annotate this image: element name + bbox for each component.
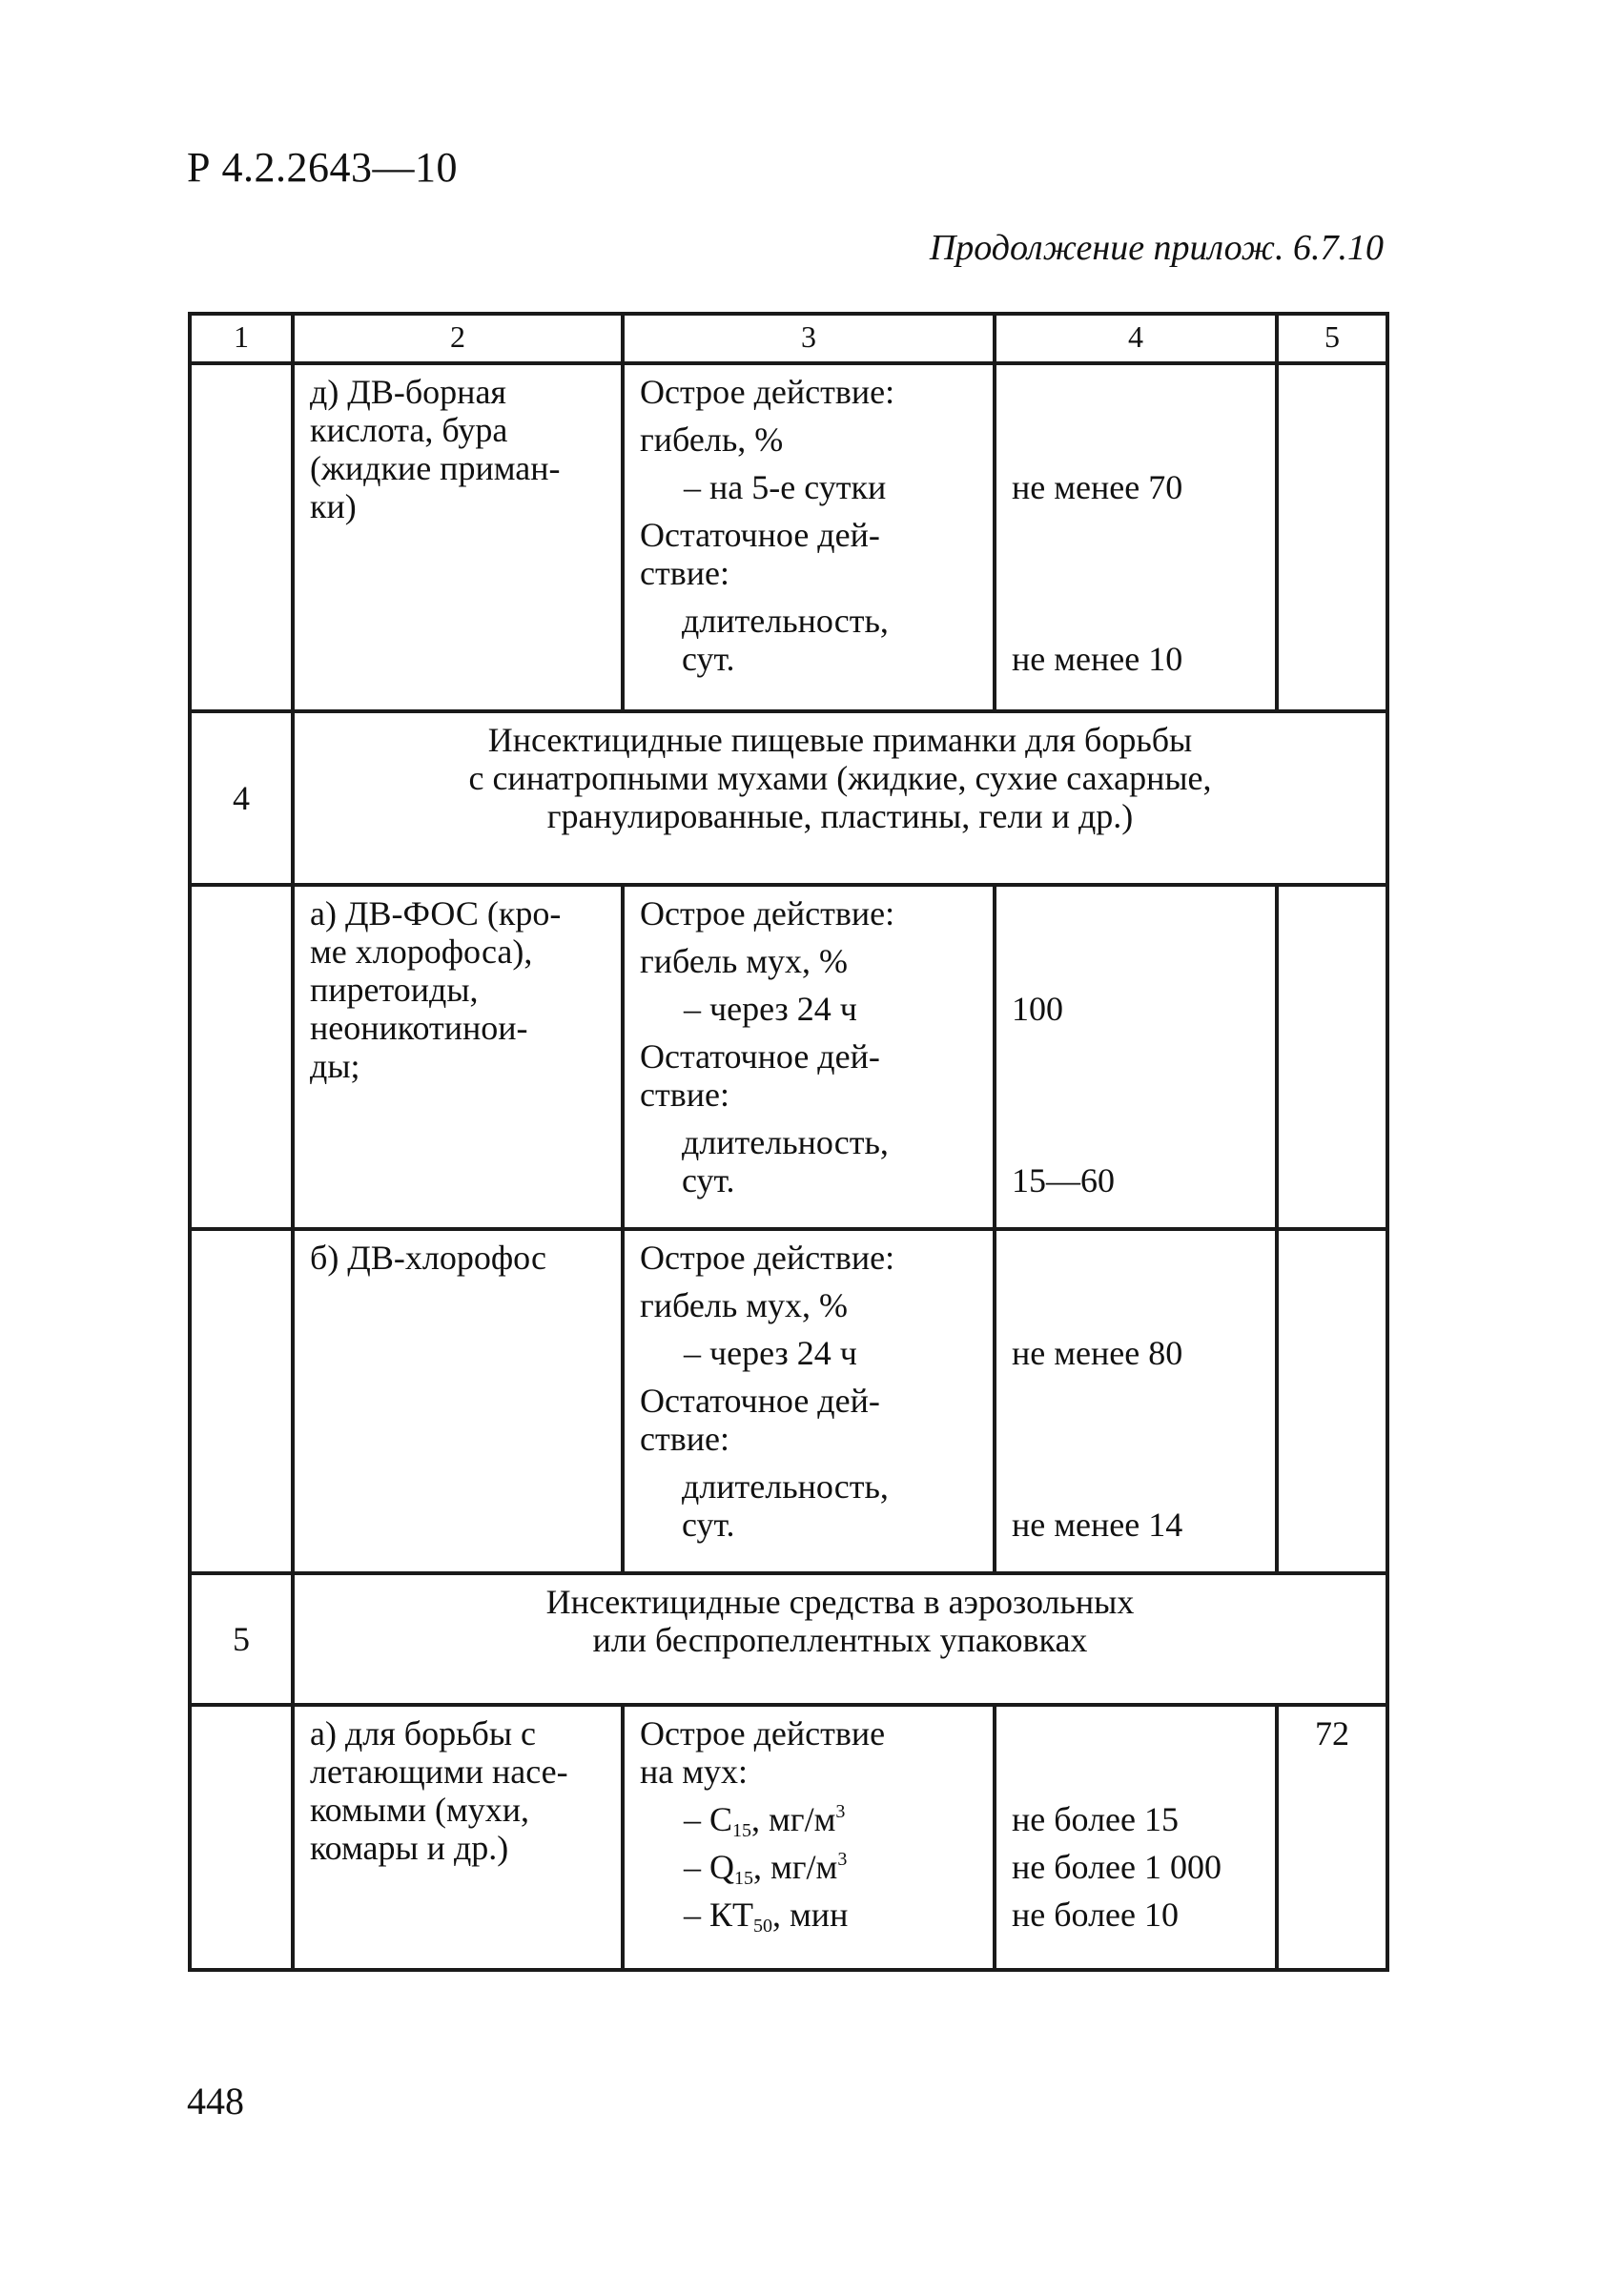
page-number: 448 [187, 2080, 244, 2122]
norm-value: не более 15 [1012, 1800, 1180, 1838]
section-row [190, 711, 1387, 885]
agent-name-line: (жидкие приман- [310, 449, 561, 487]
section-title-line: гранулированные, пластины, гели и др.) [546, 797, 1134, 835]
timepoint-label: – на 5-е сутки [684, 468, 887, 506]
mortality-label: гибель, % [640, 420, 784, 459]
section-title [293, 711, 1387, 885]
section-title-line: Инсектицидные пищевые приманки для борьбы [487, 721, 1193, 759]
norm-cell [995, 363, 1277, 711]
section-row [190, 1573, 1387, 1705]
header-row [190, 314, 1387, 363]
col-header-2: 2 [293, 314, 623, 363]
duration-label: длительность, [682, 1467, 889, 1506]
agent-name-line: д) ДВ-борная [310, 373, 506, 411]
document-code: Р 4.2.2643—10 [187, 144, 458, 191]
acute-label: Острое действие [640, 1714, 886, 1753]
norm-value: 100 [1012, 990, 1063, 1028]
norm-value: не менее 80 [1012, 1334, 1183, 1372]
indicator-cell [623, 1705, 995, 1970]
agent-name-line: летающими насе- [310, 1753, 568, 1791]
metric-q15: – $Q_{15}$, $мг/м^3$ [684, 1848, 848, 1889]
residual-label: ствие: [640, 1420, 729, 1458]
agent-name-line: пиретоиды, [310, 971, 479, 1009]
residual-label: ствие: [640, 1076, 729, 1114]
section-title-line: или беспропеллентных упаковках [592, 1621, 1088, 1659]
col5-cell [1277, 363, 1387, 711]
col5-cell: 72 [1277, 1705, 1387, 1970]
section-number: 4 [190, 711, 293, 885]
norm-value: 15—60 [1012, 1161, 1115, 1199]
residual-label: Остаточное дей- [640, 1382, 880, 1420]
table-row [190, 885, 1387, 1229]
agent-name-line: комары и др.) [310, 1829, 509, 1867]
metric-c15: – $C_{15}$, $мг/м^3$ [684, 1800, 846, 1841]
agent-name-cell [293, 1705, 623, 1970]
norm-value: не более 1 000 [1012, 1848, 1222, 1886]
agent-name-line: ды; [310, 1047, 360, 1085]
agent-name-line: а) для борьбы с [310, 1714, 537, 1753]
mortality-label: гибель мух, % [640, 1286, 849, 1324]
norm-value: не более 10 [1012, 1896, 1180, 1934]
norm-value: не менее 70 [1012, 468, 1183, 506]
timepoint-label: – через 24 ч [684, 1334, 857, 1372]
col-header-5: 5 [1277, 314, 1387, 363]
agent-name-line: кислота, бура [310, 411, 508, 449]
agent-name-line: а) ДВ-ФОС (кро- [310, 894, 562, 933]
norm-cell [995, 1229, 1277, 1573]
norm-cell [995, 1705, 1277, 1970]
mortality-label: гибель мух, % [640, 942, 849, 980]
acute-label: на мух: [640, 1753, 749, 1791]
timepoint-label: – через 24 ч [684, 990, 857, 1028]
agent-name-line: ки) [310, 487, 357, 525]
acute-label: Острое действие: [640, 894, 895, 933]
table-row [190, 1705, 1387, 1970]
agent-name-cell [293, 885, 623, 1229]
residual-label: ствие: [640, 554, 729, 592]
section-title-line: с синатропными мухами (жидкие, сухие сахарные, [468, 759, 1212, 797]
duration-label: сут. [682, 640, 735, 678]
duration-label: длительность, [682, 602, 889, 640]
row-number-cell [190, 1229, 293, 1573]
indicator-cell [623, 885, 995, 1229]
metric-kt50: – $КТ_{50}$, мин [684, 1896, 849, 1937]
requirements-table [188, 312, 1389, 1972]
agent-name-line: б) ДВ-хлорофос [310, 1239, 547, 1277]
residual-label: Остаточное дей- [640, 516, 880, 554]
row-number-cell [190, 1705, 293, 1970]
table-row [190, 363, 1387, 711]
agent-name-cell [293, 363, 623, 711]
indicator-cell [623, 363, 995, 711]
agent-name-line: ме хлорофоса), [310, 933, 533, 971]
agent-name-line: комыми (мухи, [310, 1791, 530, 1829]
norm-value: не менее 14 [1012, 1506, 1183, 1544]
col-header-3: 3 [623, 314, 995, 363]
col5-cell [1277, 1229, 1387, 1573]
agent-name-cell [293, 1229, 623, 1573]
residual-label: Остаточное дей- [640, 1037, 880, 1076]
indicator-cell [623, 1229, 995, 1573]
duration-label: сут. [682, 1161, 735, 1199]
norm-cell [995, 885, 1277, 1229]
row-number-cell [190, 363, 293, 711]
col-header-4: 4 [995, 314, 1277, 363]
duration-label: сут. [682, 1506, 735, 1544]
agent-name-line: неоникотинои- [310, 1009, 528, 1047]
norm-value: не менее 10 [1012, 640, 1183, 678]
section-number: 5 [190, 1573, 293, 1705]
section-title [293, 1573, 1387, 1705]
col5-cell [1277, 885, 1387, 1229]
table-row [190, 1229, 1387, 1573]
col-header-1: 1 [190, 314, 293, 363]
section-title-line: Инсектицидные средства в аэрозольных [545, 1583, 1135, 1621]
acute-label: Острое действие: [640, 373, 895, 411]
row-number-cell [190, 885, 293, 1229]
continuation-note: Продолжение прилож. 6.7.10 [929, 228, 1384, 268]
duration-label: длительность, [682, 1123, 889, 1161]
acute-label: Острое действие: [640, 1239, 895, 1277]
